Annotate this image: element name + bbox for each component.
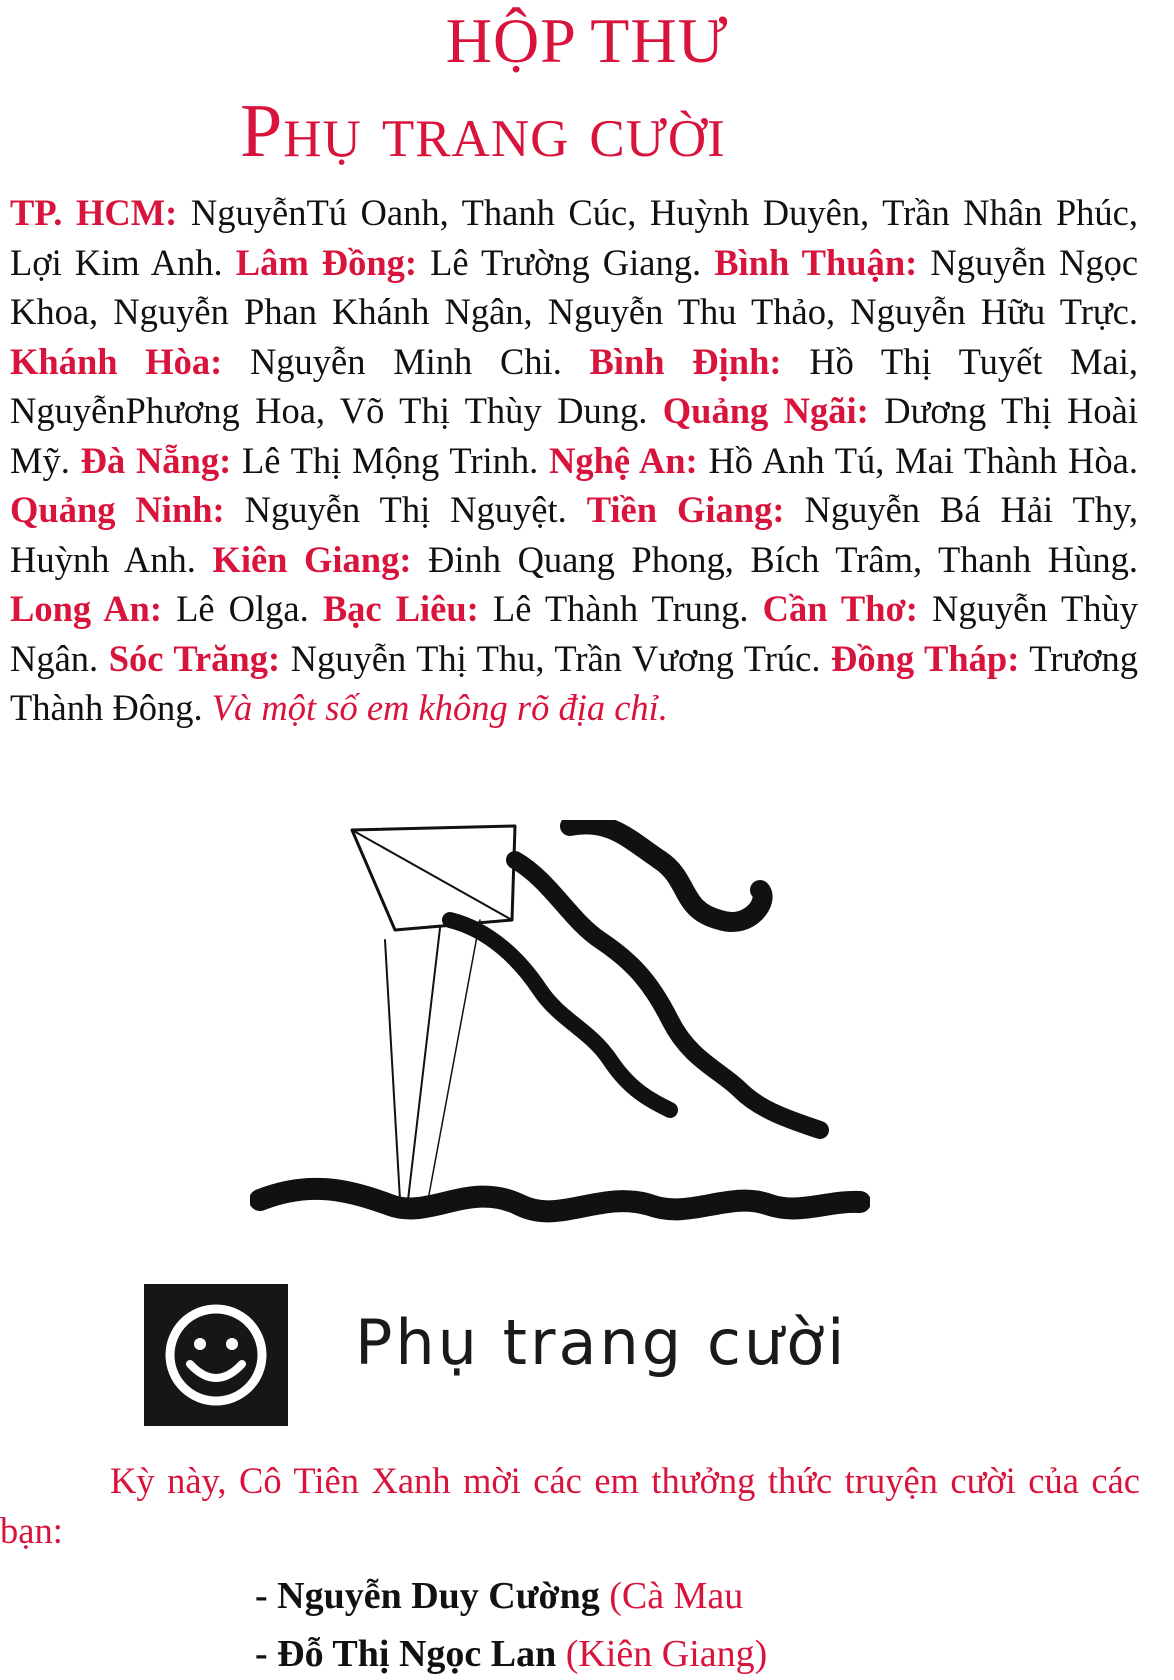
- kite-tail: [450, 920, 670, 1110]
- names: Lê Olga.: [176, 588, 309, 629]
- place-label: Sóc Trăng:: [108, 637, 281, 679]
- kite-string: [385, 940, 400, 1200]
- names: Lê Thành Trung.: [492, 588, 749, 629]
- section-intro: Kỳ này, Cô Tiên Xanh mời các em thưởng thức truyện cười của các bạn:: [0, 1460, 1140, 1551]
- place-label: Đà Nẵng:: [80, 439, 232, 481]
- names: Nguyễn Thị Nguyệt.: [244, 489, 567, 530]
- names: Nguyễn Ngọc Khoa, Nguyễn Phan Khánh Ngân, Nguyễn Thu Thảo, Nguyễn Hữu Trực.: [10, 241, 1139, 332]
- contributor-location: (Cà Mau: [609, 1575, 744, 1617]
- names: Lê Thị Mộng Trinh.: [242, 439, 539, 481]
- place-label: Long An:: [10, 588, 163, 629]
- contributor-name: - Nguyễn Duy Cường: [255, 1575, 600, 1617]
- place-label: Tiền Giang:: [586, 489, 785, 530]
- place-label: Kiên Giang:: [212, 538, 412, 580]
- place-label: Khánh Hòa:: [10, 340, 223, 382]
- names: Nguyễn Thị Thu, Trần Vương Trúc.: [290, 637, 821, 679]
- mailbox-subtitle: Phụ trang cười: [240, 89, 726, 173]
- place-label: TP. HCM:: [10, 192, 178, 233]
- kite-crossbar: [352, 830, 512, 920]
- smiley-icon: [144, 1284, 288, 1426]
- names: Trương Thành Đông.: [10, 637, 1138, 728]
- contributor: [255, 1574, 743, 1618]
- contributor-name: - Đỗ Thị Ngọc Lan: [255, 1633, 557, 1675]
- names: Hồ Anh Tú, Mai Thành Hòa.: [708, 439, 1138, 481]
- place-label: Đồng Tháp:: [830, 637, 1020, 679]
- names: Lê Trường Giang.: [430, 241, 702, 283]
- place-label: Quảng Ngãi:: [662, 390, 869, 431]
- mailbox-note: Và một số em không rõ địa chỉ.: [211, 687, 668, 728]
- place-label: Nghệ An:: [549, 439, 698, 481]
- place-label: Cần Thơ:: [762, 588, 918, 629]
- kite-frame: [352, 826, 515, 930]
- place-label: Quảng Ninh:: [10, 489, 225, 530]
- section-title: Phụ trang cười: [355, 1306, 848, 1379]
- mailbox-list: [10, 188, 1138, 733]
- kite-illustration: [250, 820, 870, 1250]
- names: Nguyễn Thùy Ngân.: [10, 588, 1139, 679]
- place-label: Lâm Đồng:: [235, 241, 418, 283]
- contributor: [255, 1632, 767, 1676]
- names: NguyễnTú Oanh, Thanh Cúc, Huỳnh Duyên, Trần Nhân Phúc, Lợi Kim Anh.: [10, 192, 1139, 283]
- names: Hồ Thị Tuyết Mai, NguyễnPhương Hoa, Võ Thị Thùy Dung.: [10, 340, 1139, 431]
- names: Nguyễn Minh Chi.: [249, 340, 562, 382]
- contributor-location: (Kiên Giang): [565, 1633, 768, 1675]
- kite-tail: [515, 860, 820, 1130]
- mailbox-title: HỘP THƯ: [445, 5, 729, 76]
- kite-tail: [570, 824, 763, 922]
- names: Dương Thị Hoài Mỹ.: [10, 390, 1139, 481]
- place-label: Bình Thuận:: [714, 241, 918, 283]
- place-label: Bạc Liêu:: [322, 588, 479, 629]
- water-wave: [260, 1189, 860, 1212]
- names: Đinh Quang Phong, Bích Trâm, Thanh Hùng.: [428, 538, 1138, 580]
- names: Nguyễn Bá Hải Thy, Huỳnh Anh.: [10, 489, 1139, 580]
- place-label: Bình Định:: [589, 340, 782, 382]
